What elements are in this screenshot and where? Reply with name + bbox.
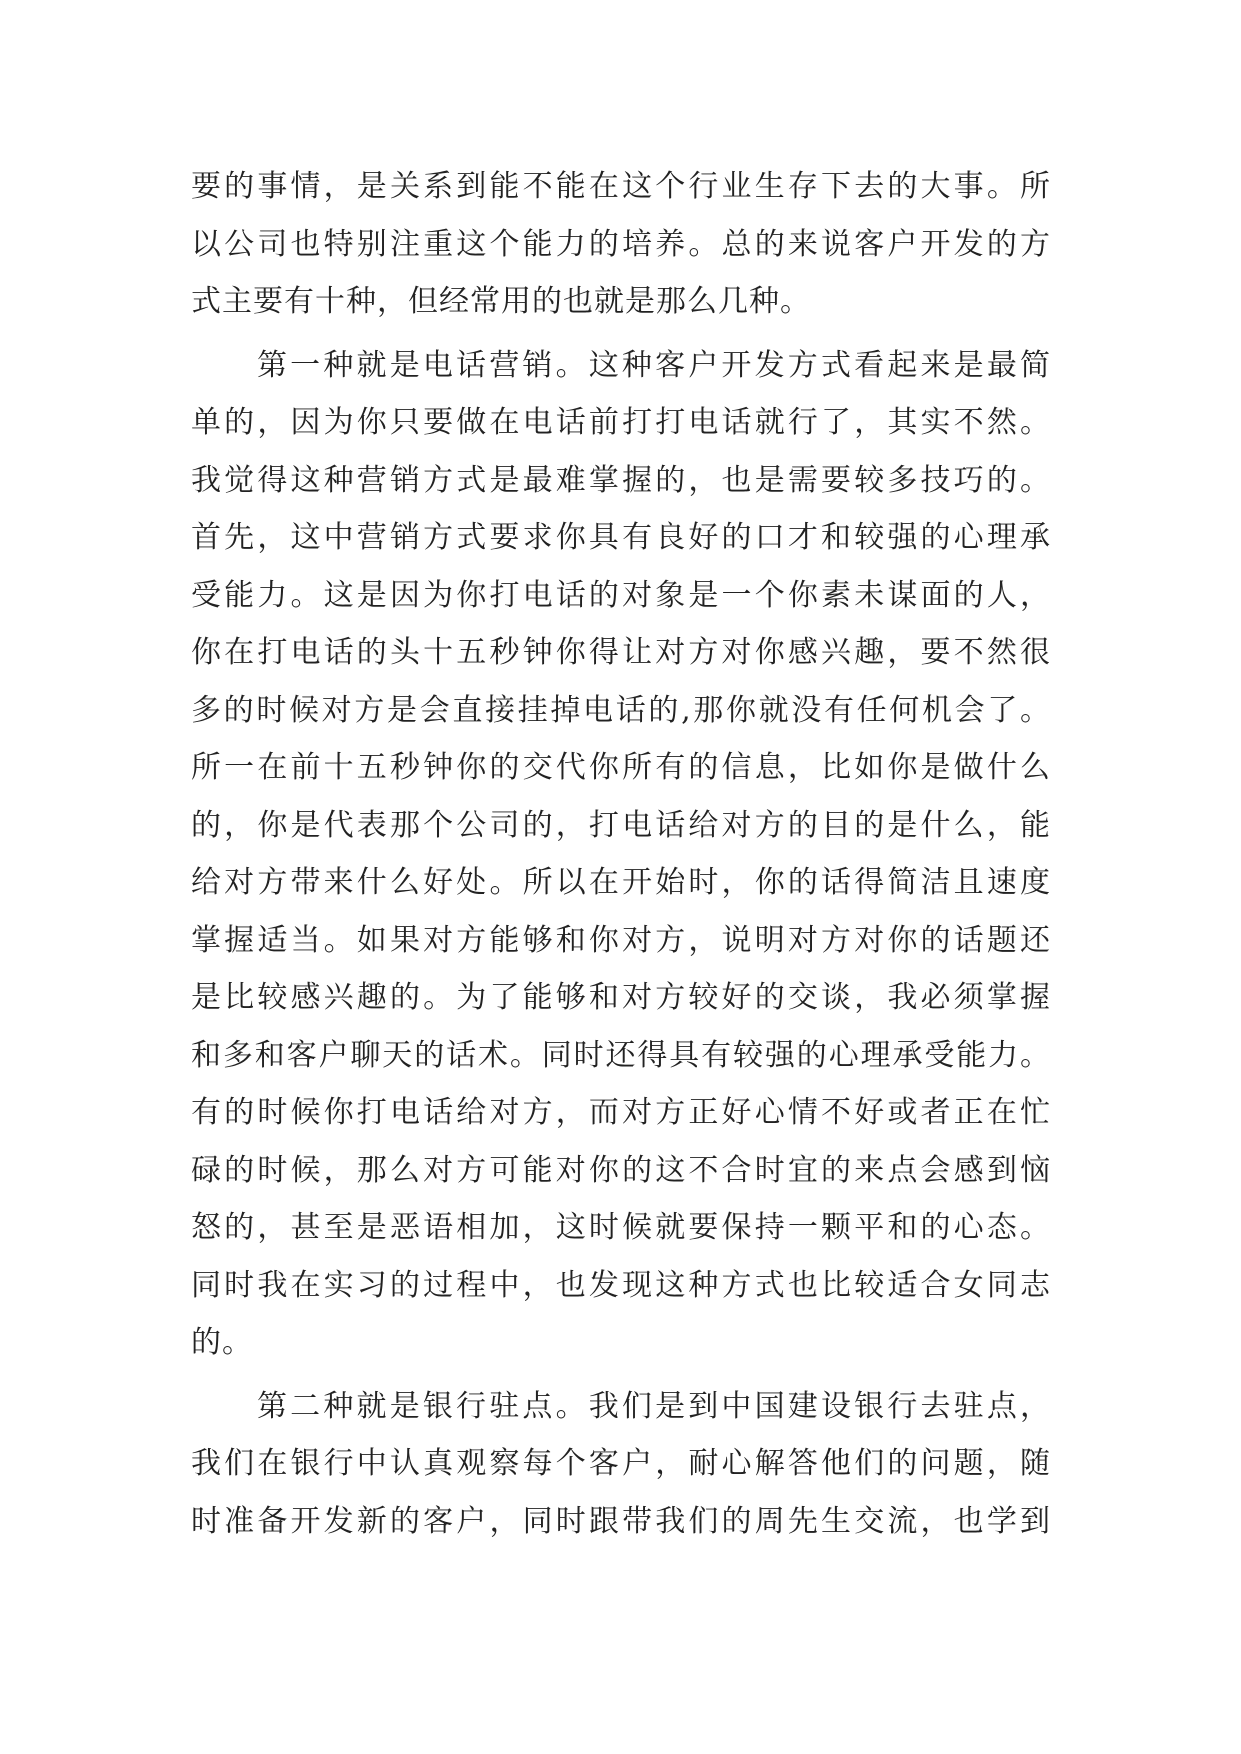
text-line: 我们在银行中认真观察每个客户，耐心解答他们的问题，随 bbox=[191, 1446, 1051, 1481]
text-line: 时准备开发新的客户，同时跟带我们的周先生交流，也学到 bbox=[191, 1503, 1051, 1539]
text-line: 有的时候你打电话给对方，而对方正好心情不好或者正在忙 bbox=[191, 1095, 1051, 1130]
text-line: 的。 bbox=[191, 1325, 253, 1360]
text-line: 的，你是代表那个公司的，打电话给对方的目的是什么，能 bbox=[191, 807, 1051, 843]
text-line: 是比较感兴趣的。为了能够和对方较好的交谈，我必须掌握 bbox=[191, 980, 1051, 1015]
text-line: 碌的时候，那么对方可能对你的这不合时宜的来点会感到恼 bbox=[191, 1152, 1051, 1188]
text-line: 给对方带来什么好处。所以在开始时，你的话得简洁且速度 bbox=[191, 865, 1051, 900]
text-line: 和多和客户聊天的话术。同时还得具有较强的心理承受能力。 bbox=[191, 1037, 1051, 1073]
text-line: 我觉得这种营销方式是最难掌握的，也是需要较多技巧的。 bbox=[191, 462, 1051, 498]
text-line: 以公司也特别注重这个能力的培养。总的来说客户开发的方 bbox=[191, 226, 1051, 262]
text-line: 首先，这中营销方式要求你具有良好的口才和较强的心理承 bbox=[191, 520, 1051, 555]
text-line: 第一种就是电话营销。这种客户开发方式看起来是最简 bbox=[257, 347, 1051, 383]
text-line: 掌握适当。如果对方能够和你对方，说明对方对你的话题还 bbox=[191, 922, 1051, 958]
text-line: 第二种就是银行驻点。我们是到中国建设银行去驻点， bbox=[257, 1388, 1051, 1424]
paragraph-1 bbox=[191, 158, 1051, 331]
text-line: 式主要有十种，但经常用的也就是那么几种。 bbox=[191, 284, 811, 319]
text-line: 同时我在实习的过程中，也发现这种方式也比较适合女同志 bbox=[191, 1267, 1051, 1303]
paragraph-3 bbox=[191, 1378, 1051, 1551]
text-line: 要的事情，是关系到能不能在这个行业生存下去的大事。所 bbox=[191, 169, 1051, 204]
paragraph-2 bbox=[191, 337, 1051, 1372]
text-line: 所一在前十五秒钟你的交代你所有的信息，比如你是做什么 bbox=[191, 750, 1051, 785]
text-line: 你在打电话的头十五秒钟你得让对方对你感兴趣，要不然很 bbox=[191, 635, 1051, 670]
text-line: 受能力。这是因为你打电话的对象是一个你素未谋面的人， bbox=[191, 577, 1051, 613]
text-line: 多的时候对方是会直接挂掉电话的,那你就没有任何机会了。 bbox=[191, 692, 1051, 728]
document-body bbox=[191, 158, 1051, 1550]
text-line: 怒的，甚至是恶语相加，这时候就要保持一颗平和的心态。 bbox=[191, 1210, 1051, 1245]
text-line: 单的，因为你只要做在电话前打打电话就行了，其实不然。 bbox=[191, 405, 1051, 440]
